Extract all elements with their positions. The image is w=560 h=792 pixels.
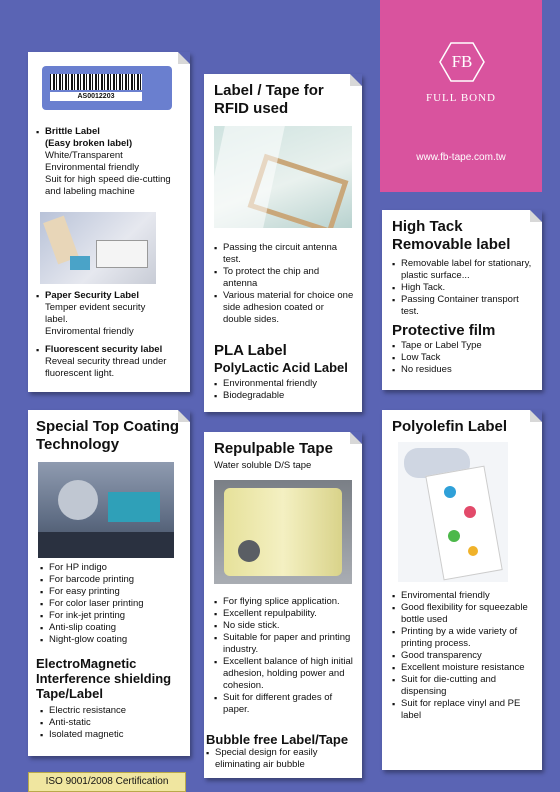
repulpable-item: ▪ Suit for different grades of paper. [214, 692, 354, 716]
repulpable-item: ▪ Suitable for paper and printing industry. [214, 632, 354, 656]
emi-item: ▪ Electric resistance [40, 705, 186, 717]
brittle-line: White/Transparent [45, 150, 123, 161]
paper-security-title: ▪ Paper Security Label [36, 290, 186, 302]
protective-film-title: Protective film [392, 322, 496, 339]
high-tack-title: High Tack Removable label [392, 218, 511, 253]
brand-panel [380, 0, 542, 192]
protective-item: ▪ No residues [392, 364, 532, 376]
emi-item: ▪ Isolated magnetic [40, 729, 186, 741]
polyolefin-title: Polyolefin Label [392, 418, 508, 435]
security-label-photo [40, 212, 156, 284]
high-tack-item: ▪ Removable label for stationary, plastic surface... [392, 258, 532, 282]
coating-item: ▪ For ink-jet printing [40, 610, 185, 622]
pla-item: ▪ Biodegradable [214, 390, 354, 402]
repulpable-item: ▪ Excellent repulpability. [214, 608, 354, 620]
pla-item: ▪ Environmental friendly [214, 378, 354, 390]
repulpable-title: Repulpable Tape [214, 440, 333, 457]
brittle-line: Suit for high speed die-cutting [45, 174, 171, 185]
high-tack-item: ▪ High Tack. [392, 282, 532, 294]
card-top-coating [28, 410, 190, 756]
paper-roll-photo [214, 480, 352, 584]
emi-item: ▪ Anti-static [40, 717, 186, 729]
coating-item: ▪ Anti-slip coating [40, 622, 185, 634]
bubble-free-item: ▪ Special design for easily eliminating air bubble [206, 747, 360, 771]
polyolefin-bottle-photo [398, 442, 508, 582]
card-rfid [204, 74, 362, 412]
coating-item: ▪ For color laser printing [40, 598, 185, 610]
coating-item: ▪ For easy printing [40, 586, 185, 598]
fb-logo [439, 42, 485, 82]
barcode-strip [50, 74, 142, 90]
coating-title: Special Top Coating Technology [36, 418, 180, 453]
barcode-label-photo [42, 66, 172, 110]
brittle-line: Environmental friendly [45, 162, 139, 173]
polyolefin-item: ▪ Excellent moisture resistance [392, 662, 536, 674]
paper-line: Enviromental friendly [45, 326, 134, 337]
brand-name: FULL BOND [425, 92, 496, 104]
paper-line: label. [45, 314, 68, 325]
card-brittle-label [28, 52, 190, 392]
bubble-free-title: Bubble free Label/Tape [206, 732, 349, 747]
polyolefin-item: ▪ Printing by a wide variety of printing process. [392, 626, 536, 650]
logo-letters: FB [451, 52, 473, 71]
brittle-line: and labeling machine [45, 186, 135, 197]
rfid-item: ▪ To protect the chip and antenna [214, 266, 354, 290]
repulpable-subtitle: Water soluble D/S tape [214, 460, 312, 471]
card-polyolefin [382, 410, 542, 770]
repulpable-item: ▪ Excellent balance of high initial adhesion, holding power and cohesion. [214, 656, 354, 692]
emi-title: ElectroMagnetic Interference shielding Tape/Label [36, 656, 172, 701]
polyolefin-item: ▪ Good flexibility for squeezable bottle used [392, 602, 536, 626]
rfid-item: ▪ Passing the circuit antenna test. [214, 242, 354, 266]
polyolefin-item: ▪ Enviromental friendly [392, 590, 536, 602]
high-tack-item: ▪ Passing Container transport test. [392, 294, 532, 318]
coating-item: ▪ For barcode printing [40, 574, 185, 586]
pla-title: PLA Label [214, 342, 287, 359]
card-repulpable [204, 432, 362, 778]
repulpable-item: ▪ For flying splice application. [214, 596, 354, 608]
brittle-title: ▪ Brittle Label (Easy broken label) [36, 126, 186, 150]
rfid-title: Label / Tape for RFID used [214, 82, 324, 117]
rfid-photo [214, 126, 352, 228]
repulpable-item: ▪ No side stick. [214, 620, 354, 632]
polyolefin-item: ▪ Suit for replace vinyl and PE label [392, 698, 536, 722]
protective-item: ▪ Low Tack [392, 352, 532, 364]
paper-line: Temper evident security [45, 302, 146, 313]
rfid-item: ▪ Various material for choice one side adhesion coated or double sides. [214, 290, 354, 326]
protective-item: ▪ Tape or Label Type [392, 340, 532, 352]
coating-machine-photo [38, 462, 174, 558]
fluorescent-title: ▪ Fluorescent security label [36, 344, 186, 356]
certification-banner: ISO 9001/2008 Certification [28, 772, 186, 792]
card-high-tack [382, 210, 542, 390]
barcode-text: AS0012203 [50, 92, 142, 101]
fluor-line: fluorescent light. [45, 368, 115, 379]
brand-url[interactable]: www.fb-tape.com.tw [416, 152, 506, 163]
polyolefin-item: ▪ Good transparency [392, 650, 536, 662]
polyolefin-item: ▪ Suit for die-cutting and dispensing [392, 674, 536, 698]
fluor-line: Reveal security thread under [45, 356, 167, 367]
coating-item: ▪ Night-glow coating [40, 634, 185, 646]
pla-subtitle: PolyLactic Acid Label [214, 360, 348, 375]
coating-item: ▪ For HP indigo [40, 562, 185, 574]
